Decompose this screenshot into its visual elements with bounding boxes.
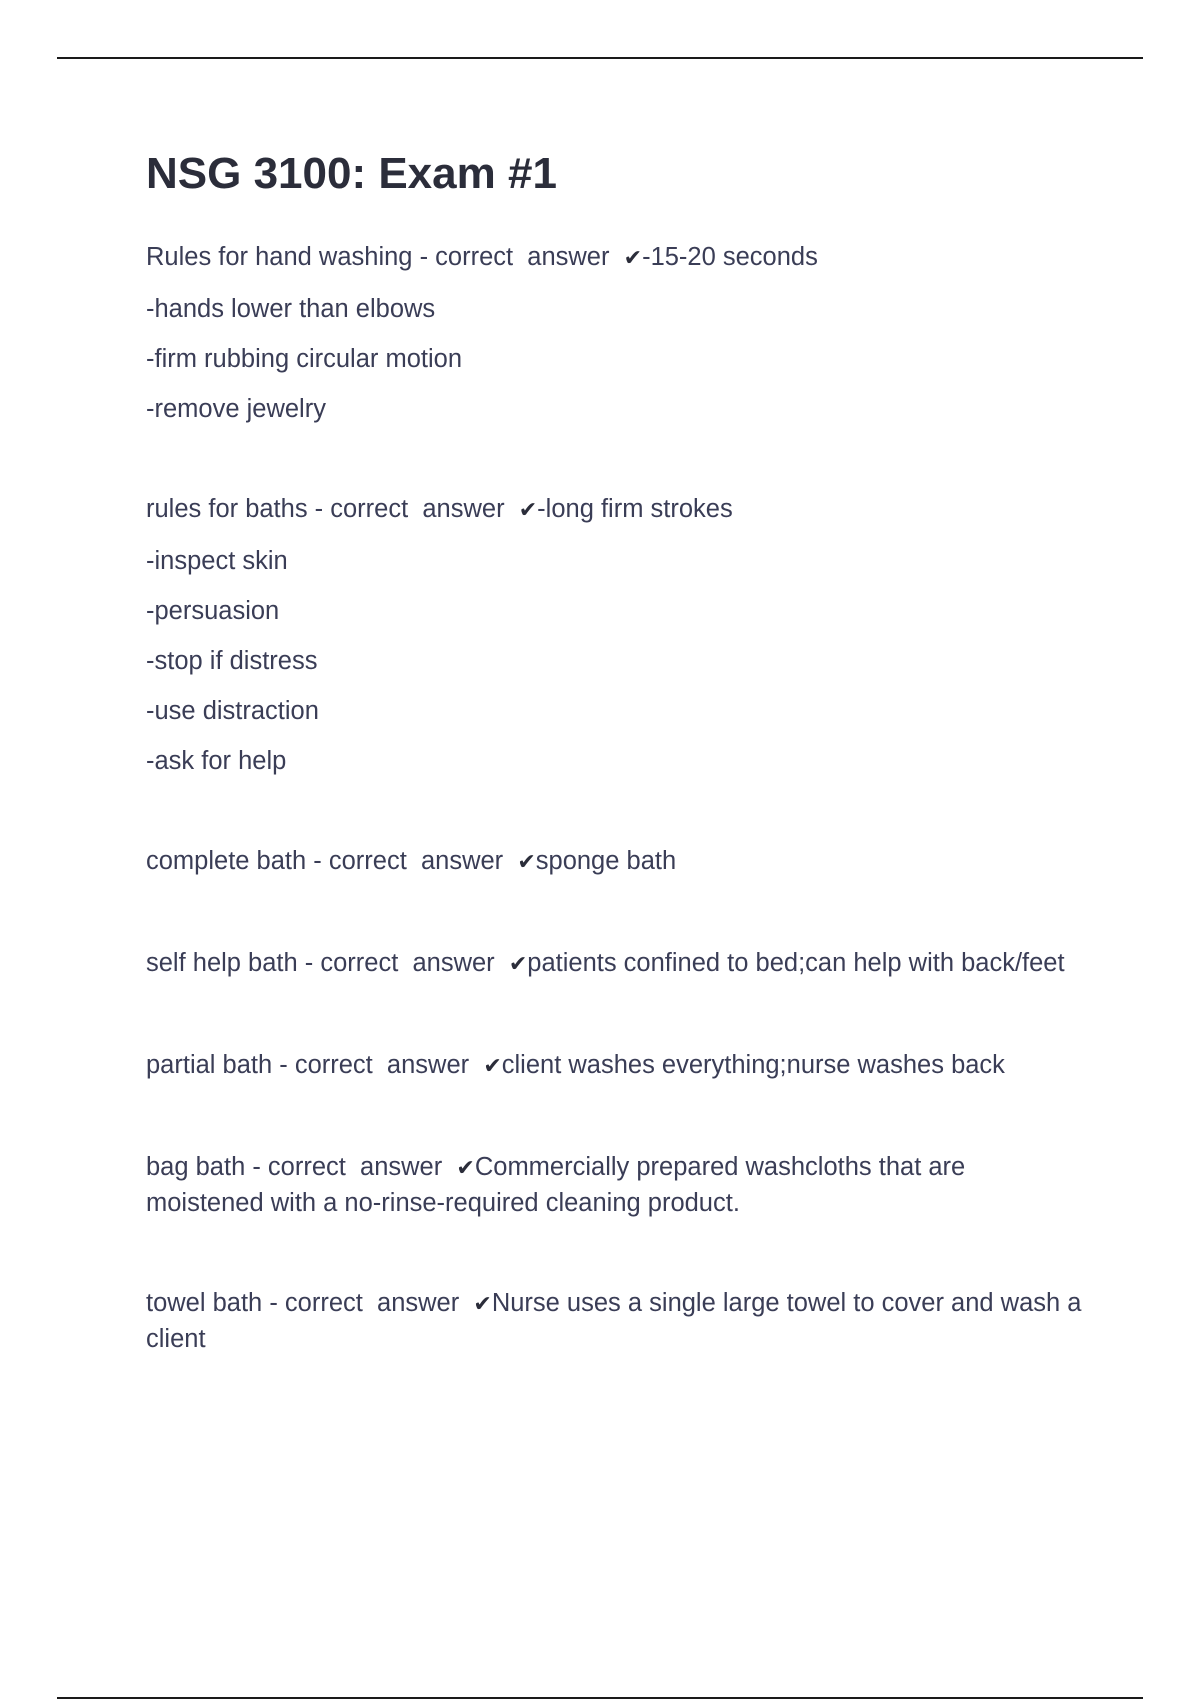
answer-detail-line: -use distraction (146, 697, 319, 725)
answer-detail-line: -hands lower than elbows (146, 295, 436, 323)
check-mark-icon: ✔ (518, 498, 538, 523)
answer-detail-line: -firm rubbing circular motion (146, 345, 463, 373)
correct-answer-label: - correct answer (272, 1051, 484, 1079)
correct-answer-label: - correct answer (306, 847, 518, 875)
check-mark-icon: ✔ (508, 952, 528, 977)
correct-answer-label: - correct answer (297, 949, 509, 977)
correct-answer-label: - correct answer (262, 1289, 474, 1317)
flashcard-answer: Commercially prepared washcloths that are moistened with a no-rinse-required cleaning product. (146, 1153, 966, 1217)
correct-answer-label: - correct answer (412, 243, 624, 271)
check-mark-icon: ✔ (473, 1292, 492, 1317)
document-body (146, 138, 1086, 1422)
page-title: NSG 3100: Exam #1 (146, 149, 557, 198)
flashcard-list (146, 240, 1086, 1356)
answer-detail-line: -persuasion (146, 597, 280, 625)
flashcard-answer: -long firm strokes (537, 495, 733, 523)
answer-detail-line: -remove jewelry (146, 395, 326, 423)
flashcard-question: self help bath (146, 949, 298, 977)
check-mark-icon: ✔ (483, 1054, 502, 1079)
correct-answer-label: - correct answer (307, 495, 519, 523)
flashcard-entry (146, 844, 1086, 880)
top-rule (57, 57, 1143, 59)
flashcard-entry (146, 240, 1086, 426)
flashcard-question: bag bath (146, 1153, 246, 1181)
flashcard-answer: -15-20 seconds (642, 243, 818, 271)
check-mark-icon: ✔ (456, 1156, 475, 1181)
check-mark-icon: ✔ (517, 850, 536, 875)
flashcard-entry (146, 1150, 1086, 1220)
bottom-rule (57, 1697, 1143, 1699)
check-mark-icon: ✔ (623, 246, 643, 271)
flashcard-question: Rules for hand washing (146, 243, 413, 271)
answer-detail-line: -inspect skin (146, 547, 288, 575)
flashcard-entry (146, 492, 1086, 778)
flashcard-answer: patients confined to bed;can help with back/feet (527, 949, 1065, 977)
flashcard-question: complete bath (146, 847, 307, 875)
correct-answer-label: - correct answer (245, 1153, 457, 1181)
answer-detail-line: -ask for help (146, 747, 287, 775)
flashcard-answer: client washes everything;nurse washes back (501, 1051, 1005, 1079)
flashcard-question: rules for baths (146, 495, 308, 523)
flashcard-entry (146, 946, 1086, 982)
flashcard-answer: sponge bath (535, 847, 677, 875)
flashcard-question: towel bath (146, 1289, 263, 1317)
answer-detail-line: -stop if distress (146, 647, 318, 675)
flashcard-question: partial bath (146, 1051, 273, 1079)
flashcard-entry (146, 1286, 1086, 1356)
flashcard-entry (146, 1048, 1086, 1084)
flashcard-answer: Nurse uses a single large towel to cover and wash a client (146, 1289, 1082, 1353)
